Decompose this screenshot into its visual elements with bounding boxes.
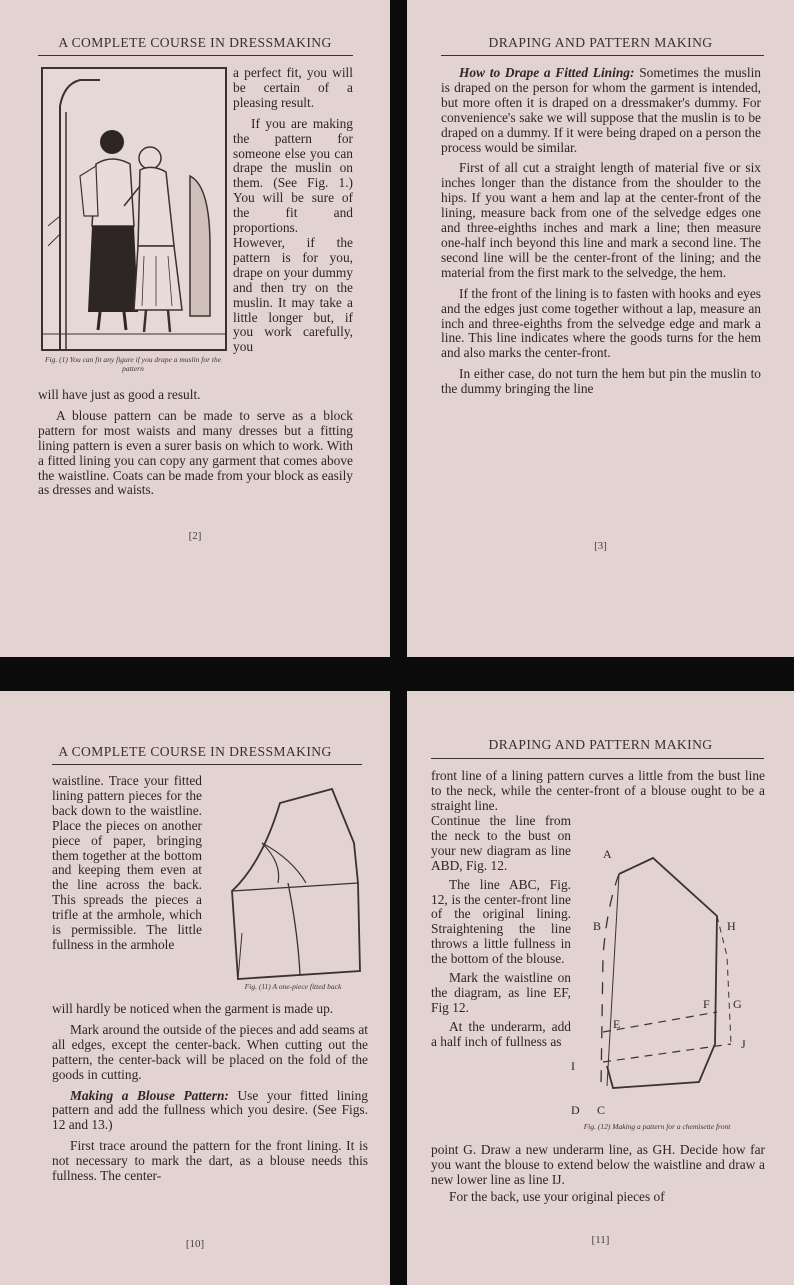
running-header: DRAPING AND PATTERN MAKING <box>488 35 713 50</box>
paragraph <box>52 1089 368 1134</box>
paragraph: If the front of the lining is to fasten with hooks and eyes and the edges just come together without a lap, measure an inch and three-eighths from the selvedge edge and mark a line. This line indicates where the goods turns for the hem and also marks the center-front. <box>441 285 761 361</box>
paragraph: waistline. Trace your fitted lining pattern pieces for the back down to the waistline. Place the pieces on another piece of paper, bringing them together at the bottom and keeping them even at the line across the back. This spreads the pieces a trifle at the armhole, which is permissible. The little fullness in the armhole <box>52 773 202 952</box>
narrow-column <box>52 774 202 953</box>
paragraph: If you are making the pattern for someone else you can drape the muslin on them. (See Fig. 1.) You will be sure of the fit and proportions. However, if the pattern is for you, drape on your dummy and then try on the muslin. It may take a little longer but, if you work carefully, you <box>233 115 353 355</box>
paragraph: Continue the line from the neck to the bust on your new diagram as line ABD, Fig. 12. <box>431 813 571 873</box>
label-d: D <box>571 1103 580 1117</box>
page-number: [2] <box>188 530 202 542</box>
header-rule <box>52 764 362 765</box>
figure-12-pattern-diagram <box>567 846 777 1136</box>
body-text <box>52 1002 368 1184</box>
paragraph: At the underarm, add a half inch of fullness as <box>431 1018 571 1049</box>
figure-11-pattern-diagram <box>222 783 372 983</box>
paragraph: For the back, use your original pieces of <box>449 1188 665 1204</box>
paragraph-text: Use your fitted lining pattern and add the fullness which you desire. (See Figs. 12 and 13.) <box>52 1087 368 1133</box>
label-a: A <box>603 847 612 861</box>
paragraph: will hardly be noticed when the garment is made up. <box>52 1001 334 1016</box>
narrow-column <box>431 814 571 1050</box>
page-11 <box>407 691 794 1285</box>
label-g: G <box>733 997 742 1011</box>
label-c: C <box>597 1103 606 1117</box>
paragraph: point G. Draw a new underarm line, as GH. Decide how far you want the blouse to extend below the waistline and draw a new lower line as line IJ. <box>431 1142 765 1187</box>
running-header: DRAPING AND PATTERN MAKING <box>488 737 713 752</box>
body-text <box>431 1143 765 1205</box>
header-rule <box>431 758 764 759</box>
figure-12-caption: Fig. (12) Making a pattern for a chemisette front <box>583 1122 731 1131</box>
narrow-column <box>233 66 353 355</box>
page-10 <box>0 691 390 1285</box>
paragraph: Mark the waistline on the diagram, as line EF, Fig 12. <box>431 970 571 1015</box>
label-e: E <box>613 1017 621 1031</box>
page-3 <box>407 0 794 657</box>
paragraph: front line of a lining pattern curves a little from the bust line to the neck, while the center-front of a blouse ought to be a straight line. <box>431 768 765 813</box>
body-text <box>441 66 761 397</box>
paragraph-text: Sometimes the muslin is draped on the person for whom the garment is intended, but more often it is draped on a dressmaker's dummy. For convenience's sake we will suppose that the muslin is to be draped on a dummy. If it were being draped on a person the process would be similar. <box>441 65 761 155</box>
paragraph: First trace around the pattern for the front lining. It is not necessary to mark the dart, as a blouse needs this fullness. The center- <box>52 1138 368 1184</box>
paragraph: a perfect fit, you will be certain of a pleasing result. <box>233 65 353 110</box>
paragraph: A blouse pattern can be made to serve as a block pattern for most waists and many dresses but a fitting lining pattern is even a surer basis on which to work. With a fitted lining you can copy any garment that comes above the waistline. Coats can be made from your block as easily as dresses and waists. <box>38 407 353 498</box>
header-rule <box>38 55 353 56</box>
paragraph: Mark around the outside of the pieces and add seams at all edges, except the center-back. When cutting out the pattern, the center-back will be placed on the fold of the goods in cutting. <box>52 1021 368 1082</box>
label-i: I <box>571 1059 575 1073</box>
figure-1-caption: Fig. (1) You can fit any figure if you drape a muslin for the pattern <box>44 355 222 373</box>
label-b: B <box>593 919 602 933</box>
figure-11-caption: Fig. (11) A one-piece fitted back <box>244 982 342 991</box>
section-heading: Making a Blouse Pattern: <box>70 1087 229 1103</box>
figure-1-illustration <box>40 66 228 352</box>
paragraph: In either case, do not turn the hem but pin the muslin to the dummy bringing the line <box>441 366 761 397</box>
body-text <box>38 388 353 498</box>
paragraph: will have just as good a result. <box>38 387 201 402</box>
paragraph <box>441 66 761 155</box>
header-rule <box>441 55 764 56</box>
body-text <box>431 769 765 814</box>
label-f: F <box>703 997 710 1011</box>
section-heading: How to Drape a Fitted Lining: <box>459 65 635 80</box>
paragraph: The line ABC, Fig. 12, is the center-front line of the original lining. Straightening the line throws a little fullness in the bottom of the blouse. <box>431 876 571 967</box>
page-number: [10] <box>185 1238 205 1250</box>
label-j: J <box>741 1037 746 1051</box>
paragraph: First of all cut a straight length of material five or six inches longer than the distance from the shoulder to the hips. If you want a hem and lap at the center-front of the lining, measure back from one of the selvedge edges one and three-eighths inches and mark a line; then measure one-half inch beyond this line and mark a second line. The second line will be the center-front of the lining; and the material from the first mark to the selvedge, the hem. <box>441 160 761 280</box>
running-header: A COMPLETE COURSE IN DRESSMAKING <box>58 35 332 50</box>
page-number: [11] <box>591 1234 610 1246</box>
label-h: H <box>727 919 736 933</box>
page-2 <box>0 0 390 657</box>
running-header: A COMPLETE COURSE IN DRESSMAKING <box>58 744 332 759</box>
page-number: [3] <box>594 540 607 552</box>
